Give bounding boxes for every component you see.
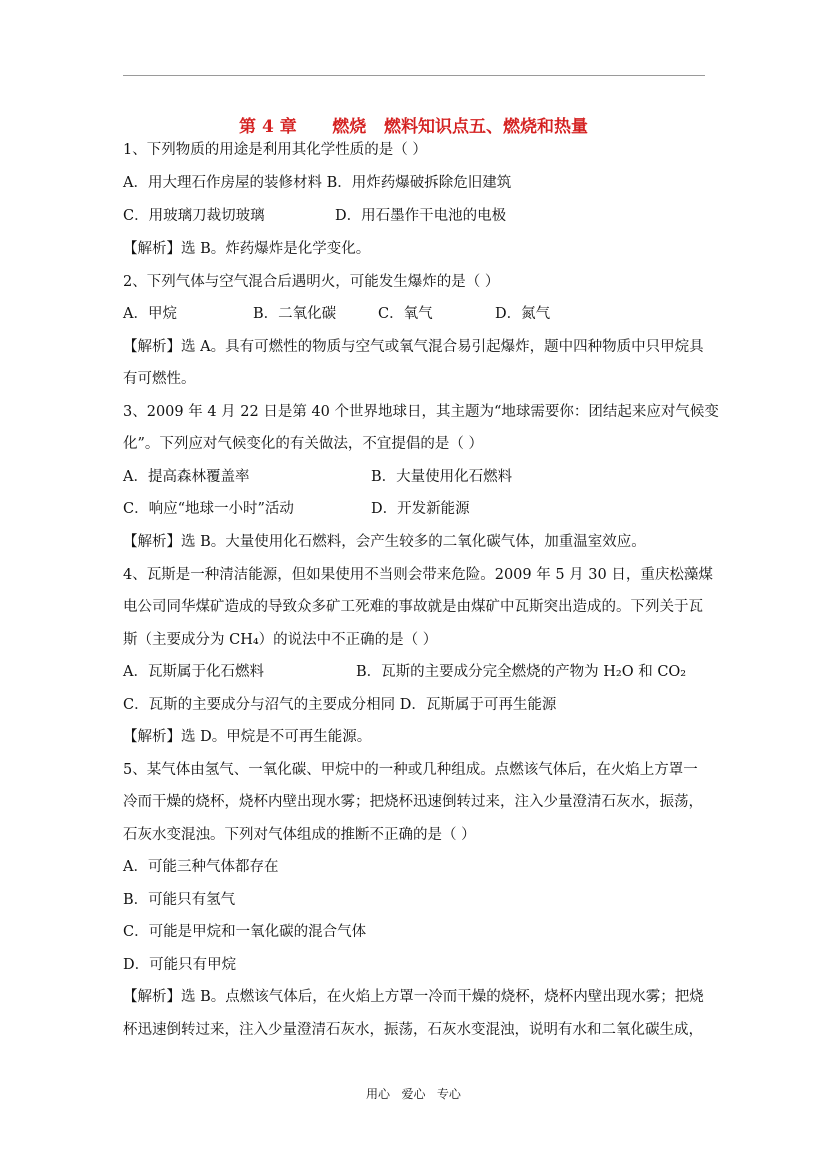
question-stem: 斯（主要成分为 CH₄）的说法中不正确的是（ ） (123, 632, 438, 648)
answer-option: A．可能三种气体都存在 (123, 859, 279, 875)
answer-option: A．甲烷 (123, 306, 177, 322)
answer-option: C．响应“地球一小时”活动 (123, 501, 294, 517)
answer-analysis: 杯迅速倒转过来，注入少量澄清石灰水，振荡，石灰水变混浊，说明有水和二氧化碳生成， (123, 1022, 703, 1038)
answer-option: C．用玻璃刀裁切玻璃 (123, 208, 265, 224)
answer-option: B．二氧化碳 (253, 306, 337, 322)
answer-option: B．瓦斯的主要成分完全燃烧的产物为 H₂O 和 CO₂ (356, 664, 687, 680)
question-stem: 5、某气体由氢气、一氧化碳、甲烷中的一种或几种组成。点燃该气体后，在火焰上方罩一 (123, 762, 698, 778)
question-stem: 电公司同华煤矿造成的导致众多矿工死难的事故就是由煤矿中瓦斯突出造成的。下列关于瓦 (123, 599, 703, 615)
answer-analysis: 【解析】选 B。炸药爆炸是化学变化。 (123, 241, 371, 257)
answer-option: D．氮气 (495, 306, 551, 322)
answer-analysis: 【解析】选 B。点燃该气体后，在火焰上方罩一冷而干燥的烧杯，烧杯内壁出现水雾；把烧 (123, 989, 704, 1005)
answer-option: C．氧气 (378, 306, 433, 322)
answer-analysis: 【解析】选 A。具有可燃性的物质与空气或氧气混合易引起爆炸，题中四种物质中只甲烷具 (123, 339, 704, 355)
answer-option: D．可能只有甲烷 (123, 957, 237, 973)
question-stem: 石灰水变混浊。下列对气体组成的推断不正确的是（ ） (123, 827, 476, 843)
page-title: 第 4 章 燃烧 燃料知识点五、燃烧和热量 (239, 117, 588, 137)
question-stem: 2、下列气体与空气混合后遇明火，可能发生爆炸的是（ ） (123, 274, 500, 290)
answer-analysis: 【解析】选 B。大量使用化石燃料，会产生较多的二氧化碳气体，加重温室效应。 (123, 534, 646, 550)
question-stem: 1、下列物质的用途是利用其化学性质的是（ ） (123, 142, 427, 158)
answer-option: A．提高森林覆盖率 (123, 469, 250, 485)
page-footer: 用心 爱心 专心 (366, 1087, 461, 1101)
answer-option: D．开发新能源 (371, 501, 470, 517)
header-rule (123, 75, 705, 76)
question-stem: 4、瓦斯是一种清洁能源，但如果使用不当则会带来危险。2009 年 5 月 30 日，重庆松藻煤 (123, 567, 713, 583)
answer-option: C．可能是甲烷和一氧化碳的混合气体 (123, 924, 367, 940)
answer-option: A．用大理石作房屋的装修材料 B．用炸药爆破拆除危旧建筑 (123, 175, 512, 191)
answer-option: C．瓦斯的主要成分与沼气的主要成分相同 D．瓦斯属于可再生能源 (123, 697, 557, 713)
answer-option: D．用石墨作干电池的电极 (335, 208, 507, 224)
question-stem: 化”。下列应对气候变化的有关做法，不宜提倡的是（ ） (123, 436, 484, 452)
answer-analysis: 有可燃性。 (123, 371, 196, 387)
answer-analysis: 【解析】选 D。甲烷是不可再生能源。 (123, 729, 372, 745)
answer-option: B．大量使用化石燃料 (371, 469, 513, 485)
question-stem: 冷而干燥的烧杯，烧杯内壁出现水雾；把烧杯迅速倒转过来，注入少量澄清石灰水，振荡， (123, 794, 703, 810)
answer-option: B．可能只有氢气 (123, 892, 236, 908)
question-stem: 3、2009 年 4 月 22 日是第 40 个世界地球日，其主题为“地球需要你：团结起来应对气候变 (123, 404, 719, 420)
answer-option: A．瓦斯属于化石燃料 (123, 664, 264, 680)
